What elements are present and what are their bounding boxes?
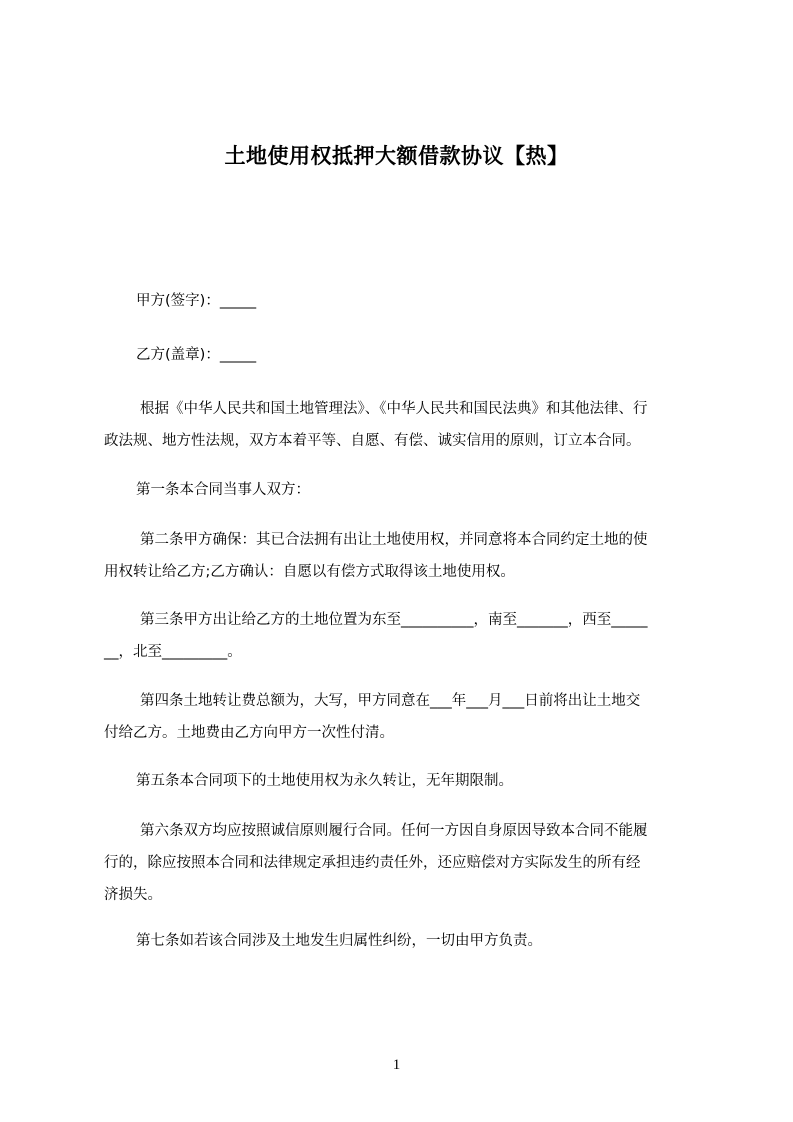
article-6-line-1: 第六条双方均应按照诚信原则履行合同。任何一方因自身原因导致本合同不能履	[140, 823, 648, 839]
article-4-line-2: 付给乙方。土地费由乙方向甲方一次性付清。	[104, 725, 394, 741]
article-1: 第一条本合同当事人双方：	[136, 482, 310, 498]
document-title: 土地使用权抵押大额借款协议【热】	[224, 144, 569, 168]
article-6-paragraph	[104, 815, 702, 911]
preamble-line-2: 政法规、地方性法规，双方本着平等、自愿、有偿、诚实信用的原则，订立本合同。	[104, 433, 641, 449]
article-5: 第五条本合同项下的土地使用权为永久转让，无年期限制。	[136, 773, 513, 789]
article-3-line-2: __，北至_________。	[104, 644, 242, 660]
preamble-paragraph	[104, 393, 702, 457]
article-2-paragraph	[104, 524, 702, 588]
article-2-line-2: 用权转让给乙方;乙方确认：自愿以有偿方式取得该土地使用权。	[104, 564, 515, 580]
article-6-line-2: 行的，除应按照本合同和法律规定承担违约责任外，还应赔偿对方实际发生的所有经	[104, 855, 641, 871]
article-2-line-1: 第二条甲方确保：其已合法拥有出让土地使用权，并同意将本合同约定土地的使	[140, 532, 648, 548]
preamble-line-1: 根据《中华人民共和国土地管理法》、《中华人民共和国民法典》和其他法律、行	[140, 401, 648, 417]
article-3-paragraph	[104, 604, 702, 668]
article-4-line-1: 第四条土地转让费总额为，大写，甲方同意在___年___月___日前将出让土地交	[140, 693, 641, 709]
article-7: 第七条如若该合同涉及土地发生归属性纠纷，一切由甲方负责。	[136, 933, 542, 949]
party-b-seal-line: 乙方(盖章)：_____	[136, 347, 257, 363]
article-4-paragraph	[104, 685, 702, 749]
party-a-signature-line: 甲方(签字)：_____	[136, 293, 257, 309]
page-number: 1	[392, 1057, 401, 1073]
article-6-line-3: 济损失。	[104, 887, 162, 903]
article-3-line-1: 第三条甲方出让给乙方的土地位置为东至__________，南至_______，西至_____	[140, 612, 648, 628]
